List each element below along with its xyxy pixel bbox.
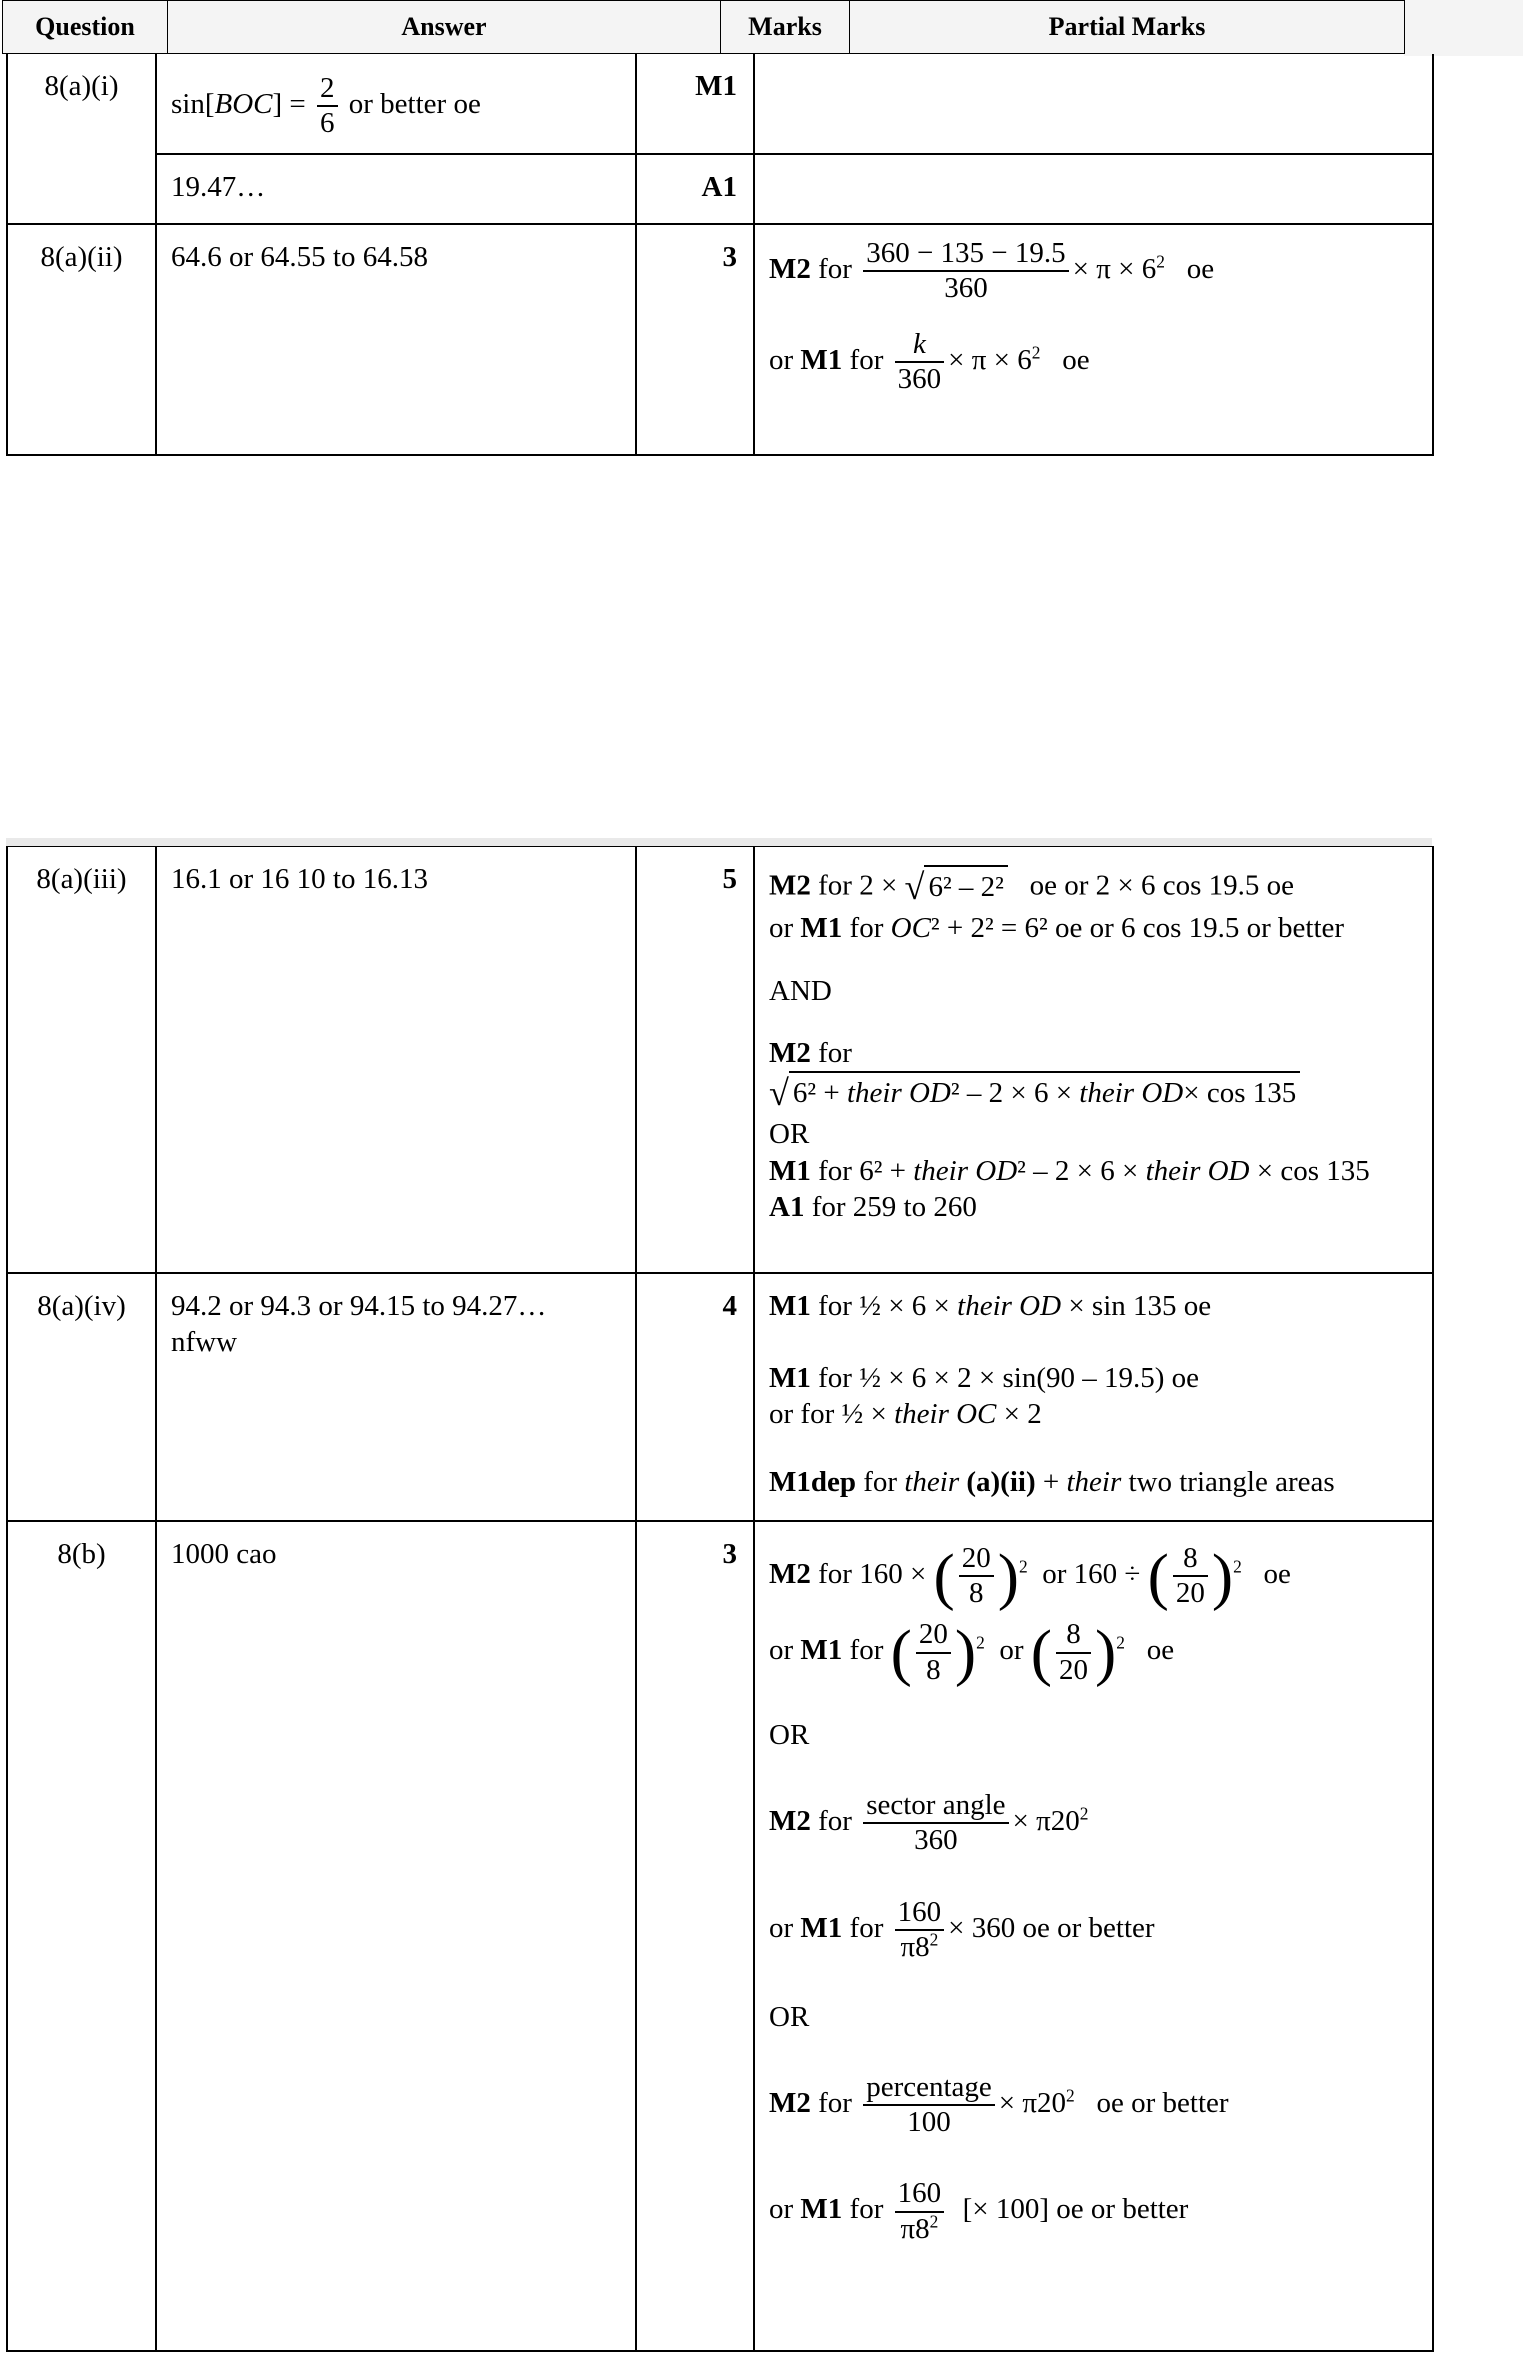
spacer — [769, 1858, 1418, 1896]
answer-text: sin[ — [171, 88, 215, 120]
fraction-denominator: 360 — [897, 363, 942, 396]
text: × 360 oe or better — [948, 1911, 1155, 1944]
mark-label: M2 — [769, 2086, 811, 2119]
text: for — [818, 253, 852, 285]
or-label: OR — [769, 1118, 810, 1151]
spacer — [769, 2139, 1418, 2177]
header-background — [1404, 0, 1523, 56]
text: + — [1042, 1466, 1060, 1499]
text: × cos 135 — [1183, 1077, 1297, 1110]
text: for 160 × — [818, 1557, 927, 1590]
answer-cell — [156, 1273, 636, 1521]
answer-cell: 16.1 or 16 10 to 16.13 — [156, 847, 636, 1273]
header-question: Question — [2, 0, 168, 54]
fraction-numerator: 8 — [1173, 1542, 1208, 1577]
text: or — [999, 1634, 1024, 1667]
fraction — [317, 72, 338, 141]
partial-mark-line — [769, 1789, 1418, 1858]
superscript: 2 — [1079, 1803, 1089, 1824]
mark-label: M1 — [800, 912, 843, 945]
partial-mark-line — [769, 1896, 1418, 1965]
radicand — [789, 1071, 1300, 1111]
partial-marks-cell — [754, 1273, 1433, 1521]
superscript: 2 — [1156, 251, 1165, 272]
fraction — [895, 2177, 945, 2246]
mark-label: M1 — [769, 1361, 811, 1394]
fraction-denominator: 360 — [944, 272, 988, 305]
mark-label: M1 — [800, 343, 843, 376]
mark-scheme-table-bottom — [6, 846, 1434, 2352]
text: their OD — [846, 1077, 951, 1110]
spacer — [769, 1432, 1418, 1464]
fraction-numerator: percentage — [863, 2071, 995, 2106]
answer-cell: 64.6 or 64.55 to 64.58 — [156, 224, 636, 455]
partial-mark-line — [769, 1288, 1418, 1324]
marks-cell: 4 — [636, 1273, 754, 1521]
partial-mark-line — [769, 2071, 1418, 2140]
partial-mark-line — [769, 1464, 1418, 1500]
fraction-denominator: 360 — [914, 1824, 958, 1857]
partial-marks-cell — [754, 154, 1433, 224]
question-cell: 8(a)(i) — [7, 54, 156, 224]
text: × sin 135 oe — [1068, 1289, 1212, 1322]
mark-label: M2 — [769, 1805, 811, 1838]
fraction-denominator: 8 — [969, 1576, 984, 1609]
fraction — [1173, 1542, 1208, 1611]
text: [× 100] oe or better — [962, 2193, 1189, 2226]
fraction — [895, 1896, 945, 1965]
partial-mark-line — [769, 865, 1418, 910]
right-paren: ) — [997, 1539, 1020, 1611]
superscript: 2 — [1116, 1632, 1125, 1653]
fraction-numerator: 20 — [916, 1618, 951, 1653]
mark-label: M1 — [769, 1154, 811, 1187]
superscript: 2 — [929, 1929, 939, 1950]
text: for — [849, 343, 884, 376]
partial-mark-line — [769, 1396, 1418, 1432]
fraction-denominator: 20 — [1059, 1653, 1088, 1686]
text: for — [849, 2193, 884, 2226]
text: for 6² + — [818, 1154, 906, 1187]
text: their OD — [1145, 1154, 1250, 1187]
left-paren: ( — [933, 1539, 955, 1611]
text: two triangle areas — [1128, 1466, 1335, 1499]
partial-marks-cell — [754, 224, 1433, 455]
partial-mark-line — [769, 328, 1418, 397]
answer-variable: BOC — [214, 88, 273, 120]
fraction-numerator: 8 — [1056, 1618, 1091, 1653]
text: or 160 ÷ — [1042, 1557, 1141, 1590]
partial-mark-line — [769, 1618, 1418, 1687]
answer-cell: 19.47… — [156, 154, 636, 224]
text: oe or 2 × 6 cos 19.5 oe — [1029, 869, 1295, 902]
question-cell: 8(b) — [7, 1521, 156, 2351]
question-cell: 8(a)(ii) — [7, 224, 156, 455]
text: their — [904, 1466, 960, 1499]
or-label: OR — [769, 1718, 810, 1751]
or-label: OR — [769, 2000, 810, 2033]
table-row-8ai-2 — [7, 154, 1433, 224]
text: for — [849, 1911, 884, 1944]
spacer — [769, 2035, 1418, 2071]
superscript: 2 — [976, 1632, 985, 1653]
text: ² – 2 × 6 × — [1017, 1154, 1139, 1187]
fraction — [959, 1542, 994, 1611]
partial-mark-line — [769, 1071, 1418, 1116]
text: for — [849, 1634, 884, 1667]
text: π8 — [900, 2212, 930, 2245]
partial-marks-cell — [754, 1521, 1433, 2351]
text: for ½ × 6 × — [818, 1289, 950, 1322]
text: ² – 2 × 6 × — [950, 1077, 1073, 1110]
question-cell: 8(a)(iv) — [7, 1273, 156, 1521]
fraction-numerator: 20 — [959, 1542, 994, 1577]
text: for — [818, 2086, 852, 2119]
superscript: 2 — [1031, 342, 1041, 363]
mark-label: M1 — [800, 1911, 843, 1944]
text: for 259 to 260 — [811, 1190, 977, 1223]
fraction — [863, 1789, 1008, 1858]
table-row-8aii — [7, 224, 1433, 455]
fraction-numerator: sector angle — [863, 1789, 1008, 1824]
mark-label: M1 — [800, 1634, 843, 1667]
radical-sign-icon: √ — [904, 867, 925, 907]
superscript: 2 — [1019, 1555, 1028, 1576]
fraction-denominator: 20 — [1175, 1576, 1205, 1609]
fraction-denominator: 6 — [320, 107, 335, 140]
text: × π20 — [1012, 1805, 1080, 1838]
square-root — [769, 1071, 1300, 1116]
spacer — [769, 306, 1418, 328]
right-paren: ) — [1211, 1539, 1234, 1611]
text: for — [818, 1805, 852, 1838]
text: their OD — [957, 1289, 1062, 1322]
text: oe — [1186, 253, 1215, 285]
marks-cell: M1 — [636, 54, 754, 154]
partial-mark-line — [769, 910, 1418, 946]
partial-mark-line — [769, 1539, 1418, 1611]
text: × cos 135 — [1256, 1154, 1370, 1187]
fraction — [895, 328, 945, 397]
header-partial-marks: Partial Marks — [849, 0, 1405, 54]
fraction-numerator: 160 — [895, 2177, 945, 2212]
text: × π × 6 — [1072, 253, 1157, 285]
mark-label: M1 — [800, 2193, 843, 2226]
table-row-8b — [7, 1521, 1433, 2351]
mark-scheme-table-top — [6, 54, 1434, 456]
spacer — [769, 1965, 1418, 1999]
mark-label: A1 — [769, 1190, 805, 1223]
header-marks: Marks — [720, 0, 850, 54]
header-answer: Answer — [167, 0, 721, 54]
fraction-numerator: k — [895, 328, 945, 363]
mark-label: M2 — [769, 253, 811, 285]
mark-label: M2 — [769, 1036, 811, 1069]
table-row-8aiv — [7, 1273, 1433, 1521]
fraction-denominator: 8 — [926, 1653, 941, 1686]
superscript: 2 — [1233, 1555, 1242, 1576]
radical-sign-icon: √ — [769, 1073, 789, 1114]
fraction — [916, 1618, 951, 1687]
right-paren: ) — [954, 1616, 977, 1688]
text: for — [849, 912, 884, 945]
text: their OC — [894, 1398, 997, 1430]
answer-cell: 1000 cao — [156, 1521, 636, 2351]
partial-mark-line — [769, 237, 1418, 306]
fraction — [1056, 1618, 1091, 1687]
text: ² + 2² = 6² oe or 6 cos 19.5 or better — [930, 912, 1345, 945]
text: or — [769, 1911, 794, 1944]
marks-cell: 5 — [636, 847, 754, 1273]
spacer — [769, 947, 1418, 973]
superscript: 2 — [929, 2211, 939, 2232]
mark-label: M2 — [769, 869, 811, 902]
spacer — [769, 1753, 1418, 1789]
square-root — [905, 865, 1008, 910]
page-continuation-band — [6, 838, 1432, 846]
marks-cell: 3 — [636, 1521, 754, 2351]
spacer — [769, 1610, 1418, 1618]
text: (a)(ii) — [966, 1466, 1036, 1499]
text: their OD — [913, 1154, 1018, 1187]
text: oe — [1062, 343, 1090, 376]
partial-marks-cell — [754, 847, 1433, 1273]
text: or — [769, 912, 794, 945]
spacer — [769, 1324, 1418, 1360]
text: or — [769, 2193, 794, 2226]
text: × π20 — [998, 2086, 1067, 2119]
partial-marks-cell — [754, 54, 1433, 154]
answer-cell — [156, 54, 636, 154]
text: or for ½ × — [769, 1398, 887, 1430]
fraction-numerator: 360 − 135 − 19.5 — [863, 237, 1068, 272]
fraction-numerator: 160 — [895, 1896, 945, 1931]
fraction-denominator — [895, 2213, 945, 2246]
text: their OD — [1079, 1077, 1184, 1110]
text: π8 — [900, 1931, 930, 1964]
right-paren: ) — [1095, 1616, 1117, 1688]
spacer — [769, 1687, 1418, 1717]
left-paren: ( — [890, 1616, 912, 1688]
text: or — [769, 1634, 794, 1667]
fraction — [863, 237, 1068, 306]
text: for 2 × — [818, 869, 898, 902]
table-row-8ai-1 — [7, 54, 1433, 154]
mark-label: M2 — [769, 1557, 811, 1590]
left-paren: ( — [1147, 1539, 1169, 1611]
partial-mark-line — [769, 1153, 1418, 1189]
text: oe — [1263, 1557, 1291, 1590]
answer-text: or better oe — [348, 88, 481, 120]
text: for — [863, 1466, 898, 1499]
text: × π × 6 — [948, 343, 1032, 376]
partial-mark-line — [769, 1360, 1418, 1396]
fraction-denominator: 100 — [907, 2106, 951, 2139]
mark-label: M1dep — [769, 1466, 856, 1499]
mark-label: M1 — [769, 1289, 811, 1322]
left-paren: ( — [1030, 1616, 1052, 1688]
variable: OC — [890, 912, 931, 945]
question-cell: 8(a)(iii) — [7, 847, 156, 1273]
partial-mark-line — [769, 1189, 1418, 1225]
text: 6² + — [792, 1077, 840, 1110]
text: oe — [1146, 1634, 1175, 1667]
answer-text: ] = — [272, 88, 306, 120]
text: for ½ × 6 × 2 × sin(90 – 19.5) oe — [818, 1361, 1200, 1394]
table-row-8aiii — [7, 847, 1433, 1273]
fraction-numerator: 2 — [317, 72, 338, 107]
answer-text: nfww — [171, 1325, 238, 1358]
and-label: AND — [769, 974, 832, 1007]
text: oe or better — [1096, 2086, 1229, 2119]
text: for — [818, 1036, 852, 1069]
text: × 2 — [1003, 1398, 1042, 1430]
marks-cell: A1 — [636, 154, 754, 224]
radicand: 6² – 2² — [924, 865, 1007, 905]
spacer — [769, 1009, 1418, 1035]
fraction — [863, 2071, 995, 2140]
superscript: 2 — [1066, 2085, 1075, 2106]
text: their — [1066, 1466, 1122, 1499]
marks-cell: 3 — [636, 224, 754, 455]
partial-mark-line — [769, 1035, 1418, 1071]
text: or — [769, 343, 794, 376]
answer-text: 94.2 or 94.3 or 94.15 to 94.27… — [171, 1289, 547, 1322]
partial-mark-line — [769, 2177, 1418, 2246]
fraction-denominator — [895, 1931, 945, 1964]
